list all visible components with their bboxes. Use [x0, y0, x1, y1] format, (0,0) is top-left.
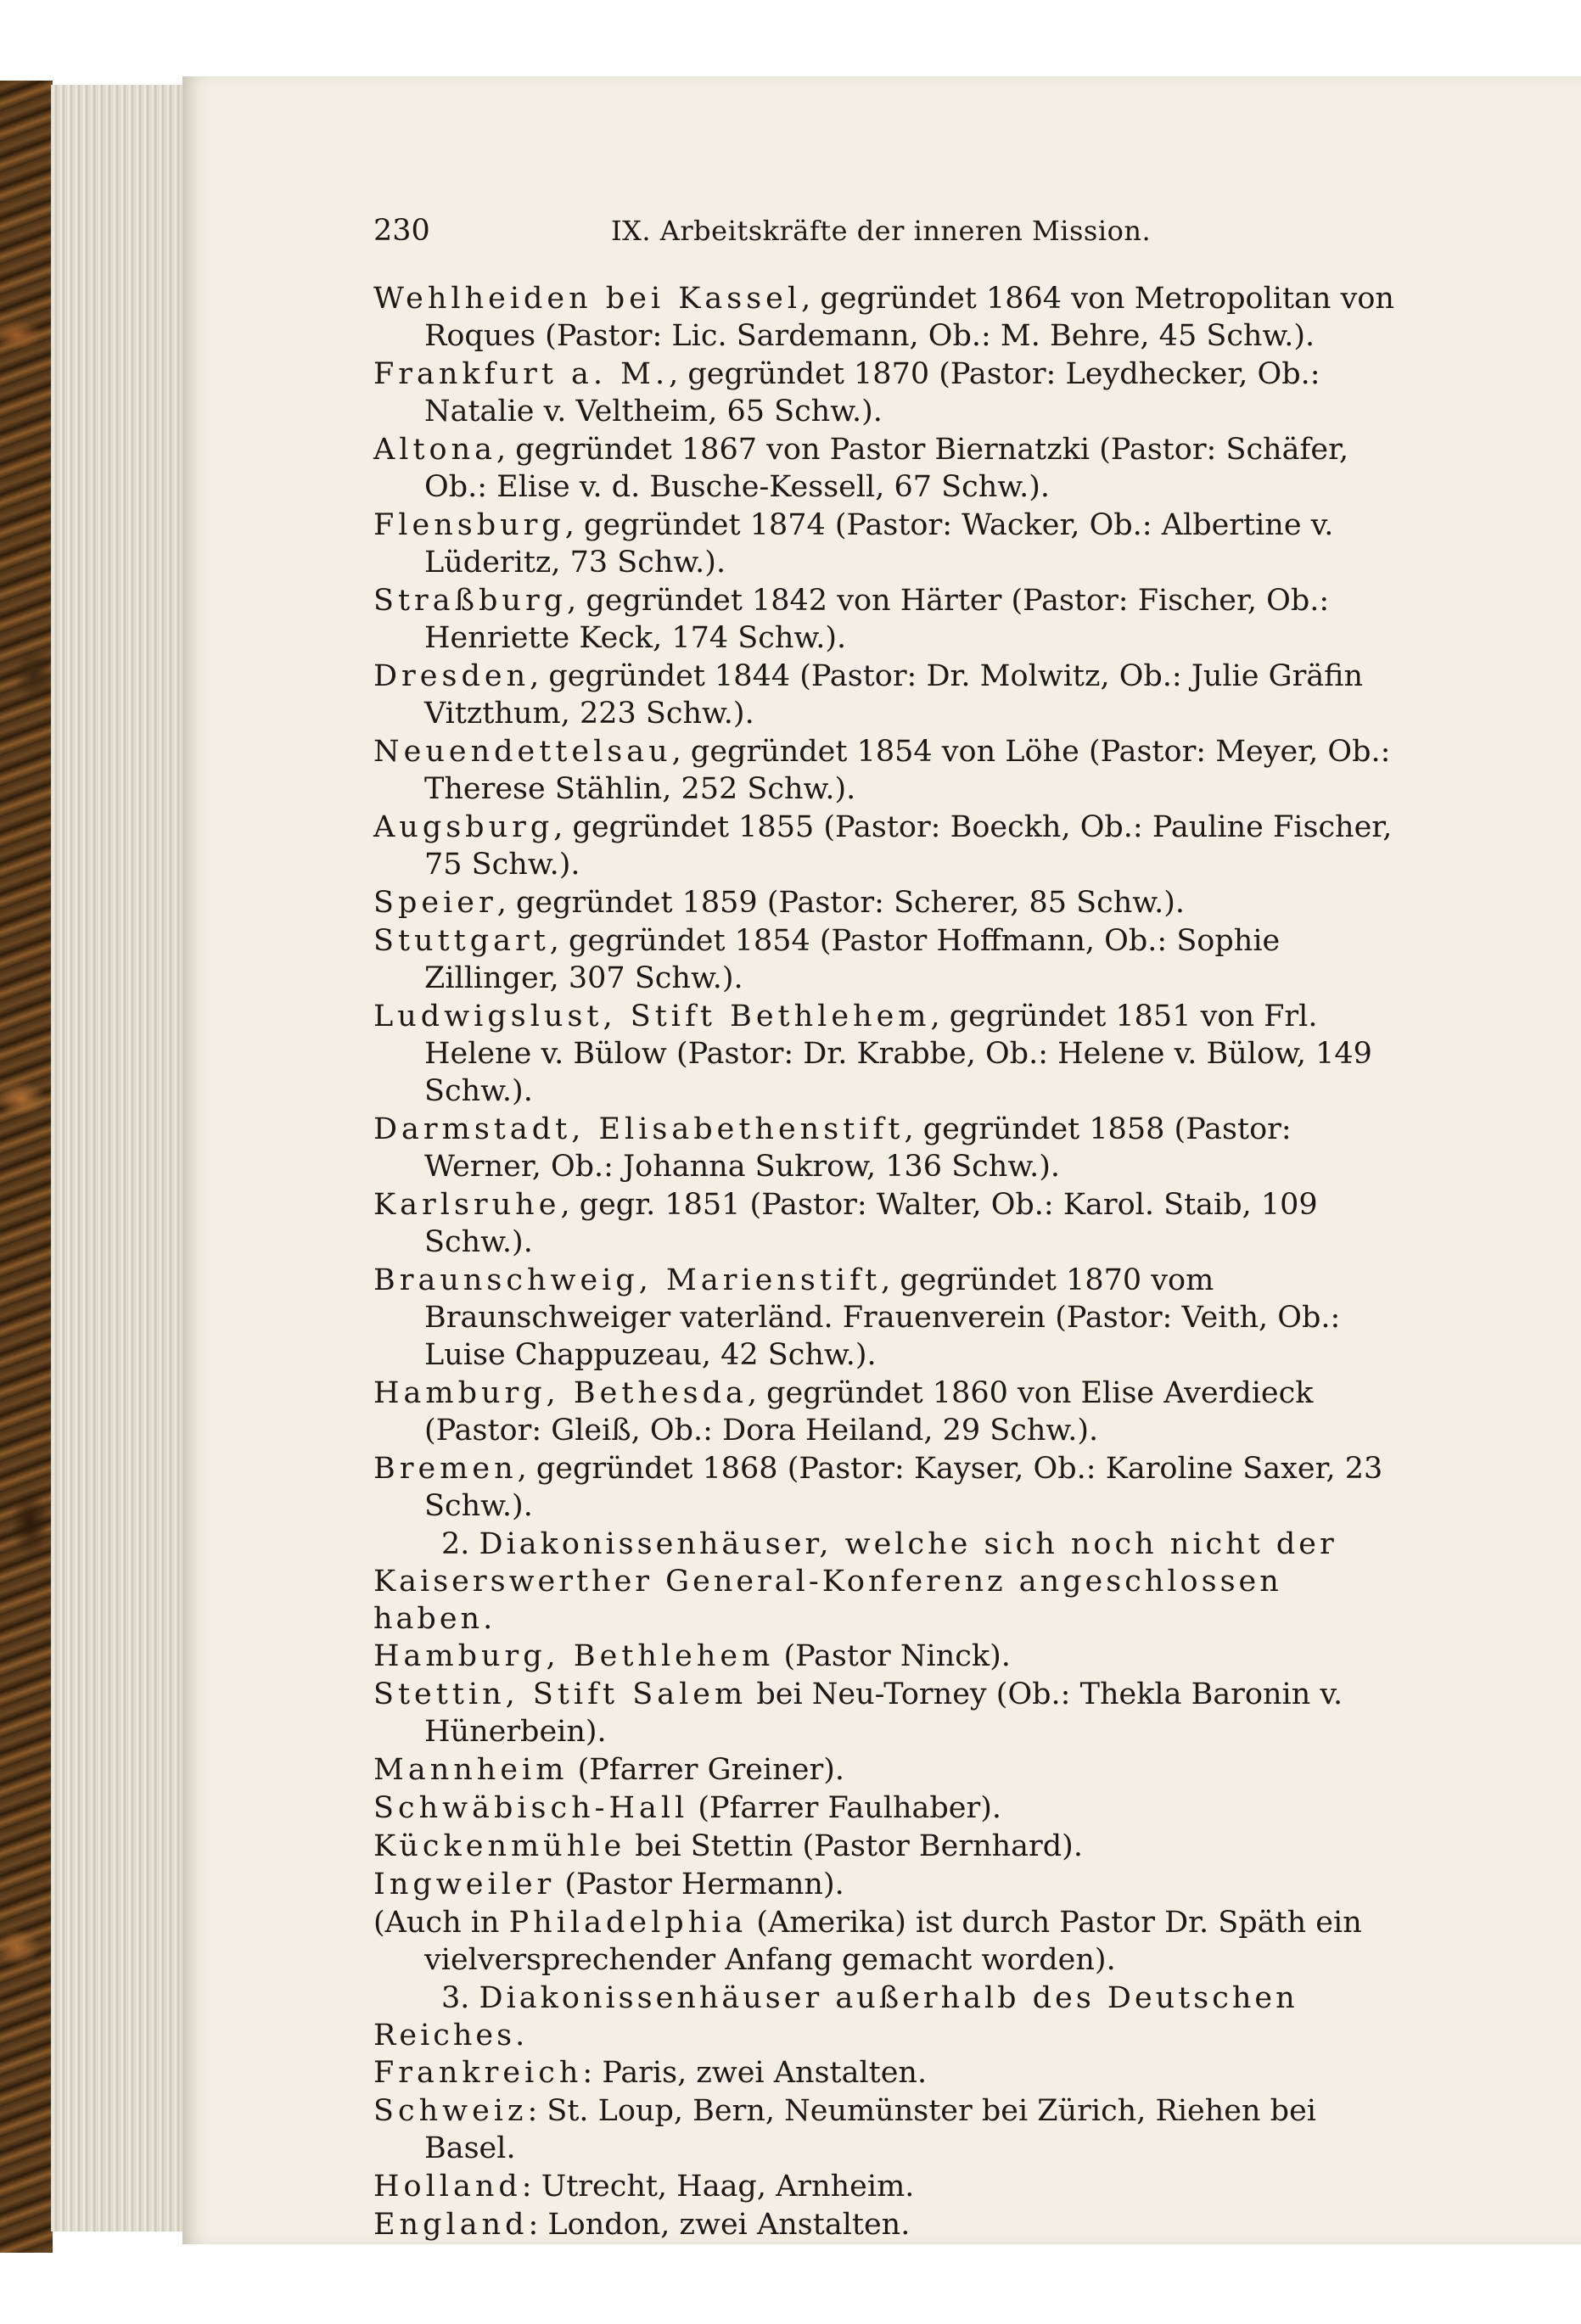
place-name: Flensburg [373, 508, 565, 542]
entry-details: (Pastor Hermann). [555, 1868, 844, 1901]
page-text-block [373, 212, 1400, 2244]
entry-details: , gegründet 1855 (Pastor: Boeckh, Ob.: Pauline Fischer, 75 Schw.). [424, 810, 1393, 882]
entry-details: , gegründet 1870 vom Braunschweiger vaterländ. Frauenverein (Pastor: Veith, Ob.: Luise Chappuzeau, 42 Schw.). [424, 1263, 1341, 1372]
list-item [373, 1262, 1400, 1374]
entry-details: , gegründet 1858 (Pastor: Werner, Ob.: Johanna Sukrow, 136 Schw.). [424, 1112, 1292, 1184]
place-name: Frankfurt a. M. [373, 357, 670, 391]
entry-details: (Pfarrer Faulhaber). [688, 1791, 1001, 1825]
section-number: 2. [441, 1527, 470, 1561]
place-name: Bremen [373, 1452, 518, 1486]
entry-details: bei Neu-Torney (Ob.: Thekla Baronin v. Hünerbein). [424, 1677, 1343, 1749]
place-name: Hamburg, Bethlehem [373, 1639, 775, 1673]
list-item [373, 280, 1400, 355]
section-number: 3. [441, 1981, 470, 2015]
entry-details: : Paris, zwei Anstalten. [582, 2056, 928, 2090]
entry-details: , gegründet 1851 von Frl. Helene v. Bülow (Pastor: Dr. Krabbe, Ob.: Helene v. Bülow, 149 Schw.). [424, 1000, 1372, 1108]
place-name: Mannheim [373, 1753, 569, 1787]
place-name: Stettin, Stift Salem [373, 1677, 748, 1711]
list-item [373, 658, 1400, 732]
book-cover-marbled-edge [0, 81, 53, 2253]
entry-details: , gegründet 1844 (Pastor: Dr. Molwitz, Ob.: Julie Gräfin Vitzthum, 223 Schw.). [424, 659, 1364, 731]
list-item [373, 1638, 1400, 1675]
place-name: Straßburg [373, 584, 568, 618]
place-name: Augsburg [373, 810, 554, 844]
place-name: Darmstadt, Elisabethenstift [373, 1112, 905, 1146]
list-item [373, 2206, 1400, 2243]
list-item [373, 1375, 1400, 1449]
note-after: (Amerika) ist durch Pastor Dr. Späth ein vielversprechender Anfang gemacht worden). [424, 1906, 1362, 1977]
place-name: Dresden [373, 659, 530, 693]
entry-details: (Pastor Ninck). [774, 1639, 1011, 1673]
list-item [373, 1676, 1400, 1750]
place-name: Karlsruhe [373, 1188, 561, 1222]
list-item [373, 1111, 1400, 1185]
section-heading-2 [373, 1526, 1400, 1638]
place-name: Hamburg, Bethesda [373, 1376, 748, 1410]
list-item [373, 2054, 1400, 2092]
list-item [373, 733, 1400, 808]
place-name: Ludwigslust, Stift Bethlehem [373, 1000, 931, 1033]
note-place: Philadelphia [508, 1906, 748, 1940]
place-name: Braunschweig, Marienstift [373, 1263, 882, 1297]
page-number: 230 [373, 214, 430, 248]
entry-details: : St. Loup, Bern, Neumünster bei Zürich, Riehen bei Basel. [424, 2094, 1316, 2165]
entry-details: , gegründet 1860 von Elise Averdieck (Pastor: Gleiß, Ob.: Dora Heiland, 29 Schw.). [424, 1376, 1314, 1448]
entry-details: : London, zwei Anstalten. [528, 2208, 911, 2242]
list-item [373, 1866, 1400, 1903]
entry-details: , gegründet 1874 (Pastor: Wacker, Ob.: Albertine v. Lüderitz, 73 Schw.). [424, 508, 1334, 580]
place-name: Holland [373, 2170, 522, 2204]
entry-details: , gegründet 1859 (Pastor: Scherer, 85 Schw.). [496, 886, 1185, 920]
list-item [373, 2168, 1400, 2205]
place-name: Altona [373, 433, 497, 467]
note-before: (Auch in [373, 1906, 509, 1940]
entry-details: , gegründet 1854 (Pastor Hoffmann, Ob.: Sophie Zillinger, 307 Schw.). [424, 924, 1281, 995]
entry-details: (Pfarrer Greiner). [568, 1753, 844, 1787]
running-title: IX. Arbeitskräfte der inneren Mission. [611, 215, 1152, 247]
section-title: Diakonissenhäuser außerhalb des Deutschen Reiches. [373, 1981, 1298, 2052]
list-item [373, 582, 1400, 657]
place-name: Stuttgart [373, 924, 550, 958]
list-item [373, 356, 1400, 430]
place-name: Wehlheiden bei Kassel [373, 282, 802, 316]
entries-list-3 [373, 2054, 1400, 2243]
place-name: Frankreich [373, 2056, 583, 2090]
place-name: Speier [373, 886, 497, 920]
list-item [373, 1789, 1400, 1827]
entry-details: , gegründet 1867 von Pastor Biernatzki (Pastor: Schäfer, Ob.: Elise v. d. Busche-Kessell, 67 Schw.). [424, 433, 1349, 504]
entry-details: , gegründet 1854 von Löhe (Pastor: Meyer, Ob.: Therese Stählin, 252 Schw.). [424, 735, 1391, 806]
list-item [373, 809, 1400, 883]
list-item [373, 1828, 1400, 1865]
entry-details: bei Stettin (Pastor Bernhard). [625, 1829, 1083, 1863]
section-heading-3 [373, 1980, 1400, 2054]
section-title: Diakonissenhäuser, welche sich noch nicht der Kaiserswerther General-Konferenz angeschlossen haben. [373, 1527, 1337, 1636]
entry-details: : Utrecht, Haag, Arnheim. [521, 2170, 915, 2204]
list-item [373, 1450, 1400, 1525]
place-name: England [373, 2208, 529, 2242]
place-name: Schweiz [373, 2094, 528, 2128]
list-item [373, 1186, 1400, 1261]
list-item [373, 922, 1400, 997]
entry-details: , gegründet 1870 (Pastor: Leydhecker, Ob.: Natalie v. Veltheim, 65 Schw.). [424, 357, 1320, 428]
list-item [373, 507, 1400, 581]
place-name: Kückenmühle [373, 1829, 626, 1863]
entries-list-1 [373, 280, 1400, 1525]
entry-details: , gegründet 1842 von Härter (Pastor: Fischer, Ob.: Henriette Keck, 174 Schw.). [424, 584, 1330, 655]
entry-details: , gegr. 1851 (Pastor: Walter, Ob.: Karol. Staib, 109 Schw.). [424, 1188, 1318, 1259]
place-name: Ingweiler [373, 1868, 556, 1901]
running-header [373, 212, 1400, 249]
list-item [373, 2092, 1400, 2167]
entry-details: , gegründet 1868 (Pastor: Kayser, Ob.: Karoline Saxer, 23 Schw.). [424, 1452, 1383, 1523]
list-item [373, 1751, 1400, 1789]
place-name: Neuendettelsau [373, 735, 672, 769]
entry-details: , gegründet 1864 von Metropolitan von Roques (Pastor: Lic. Sardemann, Ob.: M. Behre, 45 Schw.). [424, 282, 1394, 353]
place-name: Schwäbisch-Hall [373, 1791, 689, 1825]
list-item [373, 884, 1400, 921]
philadelphia-note [373, 1904, 1400, 1979]
list-item [373, 998, 1400, 1110]
entries-list-2 [373, 1638, 1400, 1903]
list-item [373, 431, 1400, 506]
